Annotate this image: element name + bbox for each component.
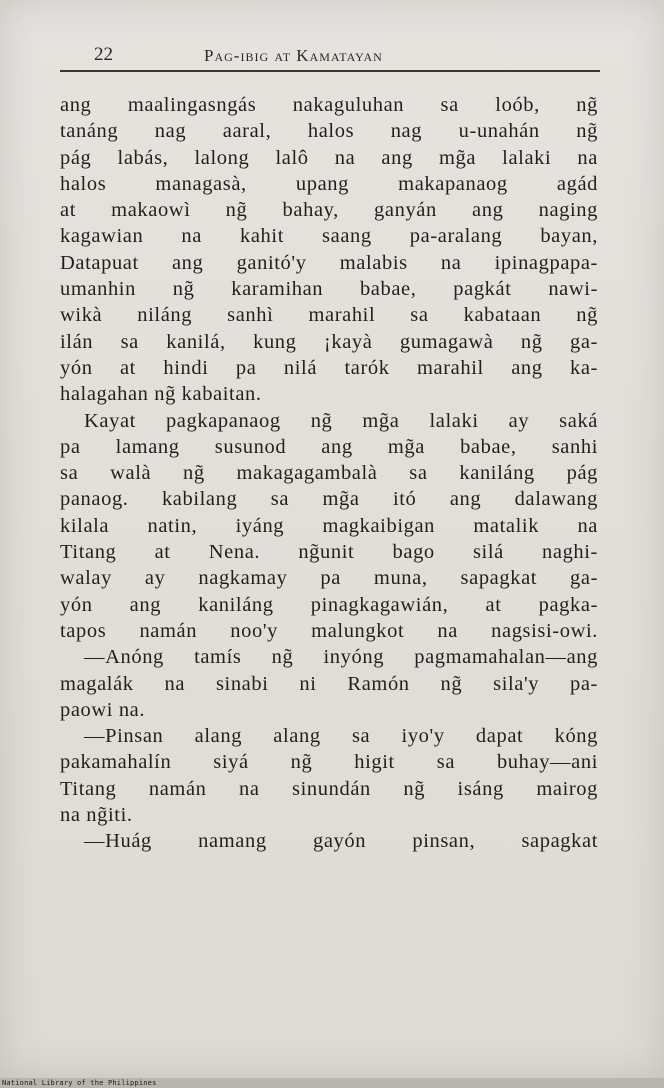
text-line: —Huág namang gayón pinsan, sapagkat xyxy=(84,830,598,853)
scan-credit: National Library of the Philippines xyxy=(2,1079,157,1087)
text-line: halos managasà, upang makapanaog agád xyxy=(60,172,598,195)
text-line: kilala natin, iyáng magkaibigan matalik na xyxy=(60,514,598,537)
text-line: wikà niláng sanhì marahil sa kabataan ng̃ xyxy=(60,304,598,327)
text-line: sa walà ng̃ makagagambalà sa kaniláng pág xyxy=(60,462,598,485)
text-line: pág labás, lalong lalô na ang mg̃a lalaki na xyxy=(60,146,598,169)
text-line: Datapuat ang ganitó'y malabis na ipinagpapa- xyxy=(60,251,598,274)
text-line: magalák na sinabi ni Ramón ng̃ sila'y pa- xyxy=(60,672,598,695)
text-line: tapos namán noo'y malungkot na nagsisi-owi. xyxy=(60,619,598,642)
text-line: ilán sa kanilá, kung ¡kayà gumagawà ng̃ ga- xyxy=(60,330,598,353)
text-line: at makaowì ng̃ bahay, ganyán ang naging xyxy=(60,199,598,222)
text-line: Kayat pagkapanaog ng̃ mg̃a lalaki ay saká xyxy=(84,409,598,432)
page-number: 22 xyxy=(94,44,113,65)
text-line: yón at hindi pa nilá tarók marahil ang ka- xyxy=(60,356,598,379)
text-line: tanáng nag aaral, halos nag u-unahán ng̃ xyxy=(60,120,598,143)
text-line: —Pinsan alang alang sa iyo'y dapat kóng xyxy=(84,725,598,748)
text-line: na ng̃iti. xyxy=(60,804,133,827)
text-line: panaog. kabilang sa mg̃a itó ang dalawang xyxy=(60,488,598,511)
text-line: paowi na. xyxy=(60,698,146,721)
text-line: yón ang kaniláng pinagkagawián, at pagka- xyxy=(60,593,598,616)
text-line: Titang namán na sinundán ng̃ isáng mairog xyxy=(60,777,598,800)
text-line: walay ay nagkamay pa muna, sapagkat ga- xyxy=(60,567,598,590)
text-line: pakamahalín siyá ng̃ higit sa buhay—ani xyxy=(60,751,598,774)
text-line: —Anóng tamís ng̃ inyóng pagmamahalan—ang xyxy=(84,646,598,669)
text-line: umanhin ng̃ karamihan babae, pagkát nawi- xyxy=(60,278,598,301)
text-line: ang maalingasngás nakaguluhan sa loób, ng̃ xyxy=(60,94,598,116)
text-line: pa lamang susunod ang mg̃a babae, sanhi xyxy=(60,435,598,458)
body-text xyxy=(60,92,598,855)
text-line: kagawian na kahit saang pa-aralang bayan, xyxy=(60,225,598,248)
header-rule xyxy=(60,70,600,72)
text-line: halagahan ng̃ kabaitan. xyxy=(60,383,262,406)
text-line: Titang at Nena. ng̃unit bago silá naghi- xyxy=(60,541,598,564)
running-title: Pag-ibig at Kamatayan xyxy=(204,46,383,65)
